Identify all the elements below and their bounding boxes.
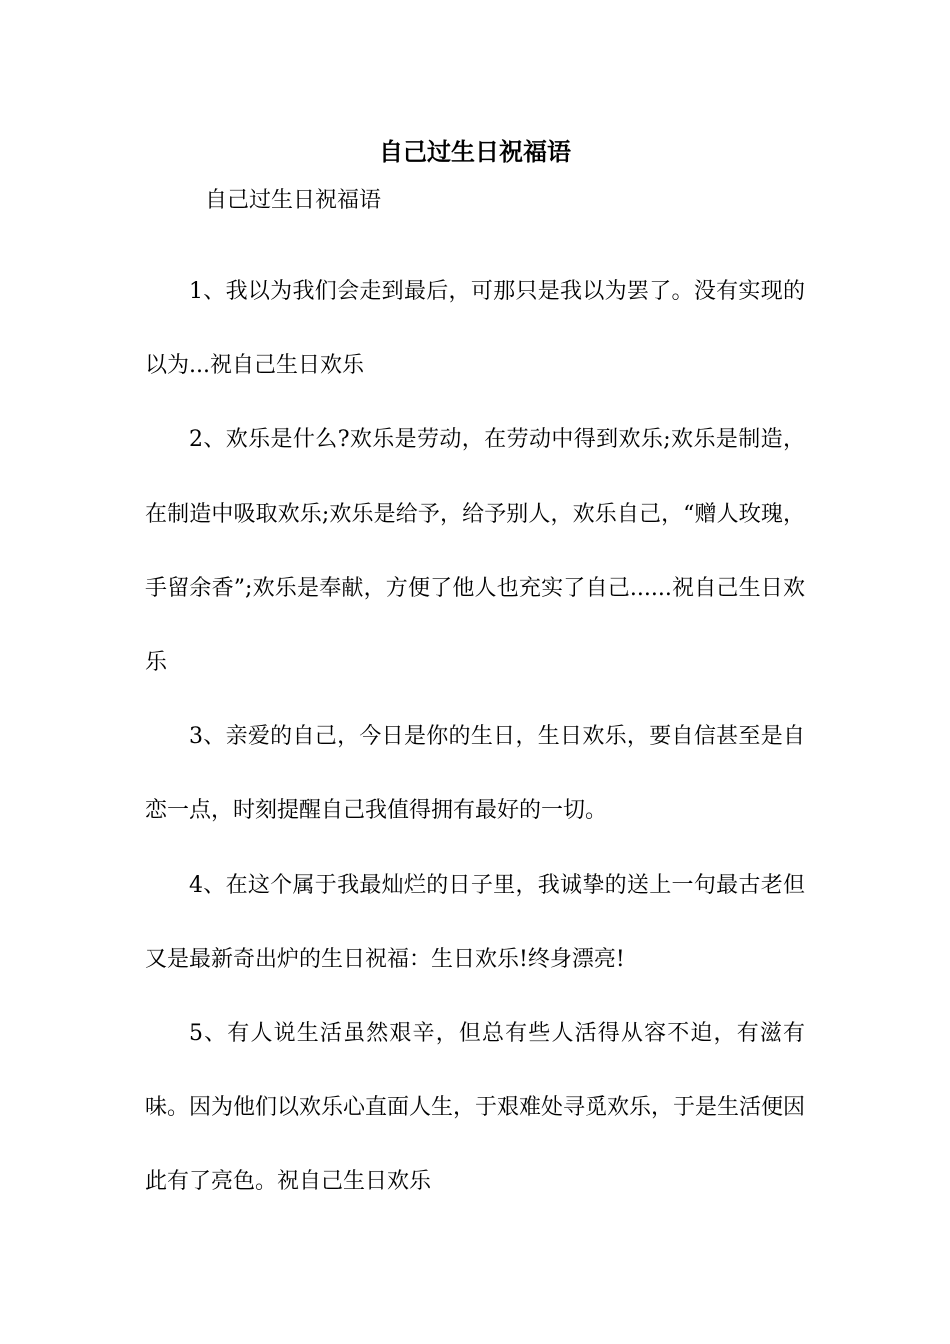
- paragraph-5: 5、有人说生活虽然艰辛，但总有些人活得从容不迫，有滋有味。因为他们以欢乐心直面人生，于艰难处寻觅欢乐，于是生活便因此有了亮色。祝自己生日欢乐: [145, 1021, 806, 1195]
- paragraph-2: 2、欢乐是什么?欢乐是劳动，在劳动中得到欢乐;欢乐是制造，在制造中吸取欢乐;欢乐是给予，给予别人，欢乐自己，“赠人玫瑰，手留余香”;欢乐是奉献，方便了他人也充实了自己......祝自己生日欢乐: [145, 427, 805, 676]
- document-body: [145, 255, 805, 1220]
- document-title: 自己过生日祝福语: [379, 137, 571, 166]
- paragraph-4: 4、在这个属于我最灿烂的日子里，我诚挚的送上一句最古老但又是最新奇出炉的生日祝福：生日欢乐!终身漂亮!: [145, 872, 805, 972]
- paragraph-3: 3、亲爱的自己，今日是你的生日，生日欢乐，要自信甚至是自恋一点，时刻提醒自己我值得拥有最好的一切。: [145, 724, 805, 824]
- document-subtitle: 自己过生日祝福语: [205, 188, 382, 213]
- paragraph-1: 1、我以为我们会走到最后，可那只是我以为罢了。没有实现的以为...祝自己生日欢乐: [145, 279, 805, 379]
